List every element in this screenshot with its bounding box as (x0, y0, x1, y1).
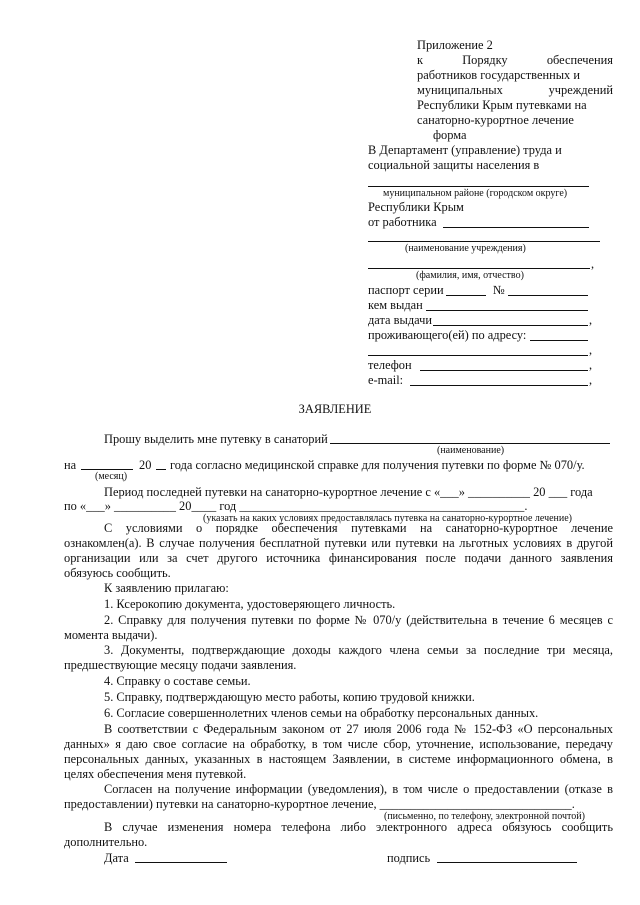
appendix-line-2: работников государственных и (417, 68, 580, 82)
change-line-1: В случае изменения номера телефона либо электронного адреса обязуюсь сообщить (104, 820, 613, 834)
signature-field[interactable] (437, 862, 577, 863)
on-label: на (64, 458, 77, 472)
employee-field-line[interactable] (443, 227, 589, 228)
attachment-item-5: 5. Справку, подтверждающую место работы, копию трудовой книжки. (104, 690, 475, 704)
month-caption: (месяц) (95, 471, 128, 482)
signature-label: подпись (387, 851, 431, 865)
date-label: Дата (104, 851, 129, 865)
residing-label: проживающего(ей) по адресу: (368, 328, 527, 342)
word: порядке (215, 521, 258, 535)
appendix-line-4: Республики Крым путевками на (417, 98, 587, 112)
attachment-item-3-cont: предшествующие месяцу подачи заявления. (64, 658, 297, 672)
method-caption: (письменно, по телефону, электронной почтой) (384, 811, 585, 822)
attachment-item-2: 2. Справку для получения путевки по форме № 070/у (действительна в течение 6 месяцев с (104, 613, 613, 627)
consent-line-4: целях обеспечения меня путевкой. (64, 767, 247, 781)
word: учреждений (548, 83, 613, 97)
word: обеспечения (546, 53, 613, 67)
address-field-2[interactable] (368, 355, 588, 356)
fio-comma: , (591, 257, 595, 271)
agreement-line-1 (104, 521, 613, 536)
date-field[interactable] (135, 862, 227, 863)
fio-caption: (фамилия, имя, отчество) (416, 270, 524, 281)
word: путевками (351, 521, 407, 535)
issue-date-label: дата выдачи (368, 313, 432, 327)
inform-line-1: Согласен на получение информации (уведомления), в том числе о предоставлении (отказе в (104, 782, 613, 796)
district-caption: муниципальном районе (городском округе) (383, 188, 568, 199)
word: обеспечения (271, 521, 338, 535)
year-prefix: 20 (139, 458, 152, 472)
word: условиями (125, 521, 183, 535)
appendix-line-1 (417, 53, 613, 68)
agreement-line-3: организации или за счет другого источника финансирования после подачи данного заявления (64, 551, 613, 565)
email-comma: , (589, 373, 593, 387)
passport-number-field[interactable] (508, 295, 588, 296)
request-text: Прошу выделить мне путевку в санаторий (104, 432, 328, 446)
word: о (196, 521, 203, 535)
phone-label: телефон (368, 358, 412, 372)
consent-line-2: данных» я даю свое согласие на обработку, в том числе сбор, уточнение, использование, передачу (64, 737, 613, 751)
word: санаторно-курортное (445, 521, 558, 535)
passport-series-field[interactable] (446, 295, 486, 296)
word: муниципальных (417, 83, 503, 97)
department-line-2: социальной защиты населения в (368, 158, 540, 172)
consent-line-1: В соответствии с Федеральным законом от 27 июля 2006 года № 152-ФЗ «О персональных (104, 722, 613, 736)
issue-date-comma: , (589, 313, 593, 327)
consent-line-3: персональных данных, указанных в настоящем Заявлении, в системе информационного обмена, в (64, 752, 613, 766)
agreement-line-2: ознакомлен(а). В случае получения бесплатной путевки или путевки на льготных условиях в другой (64, 536, 613, 550)
word: на (420, 521, 433, 535)
last-voucher-period: Период последней путевки на санаторно-курортное лечение с «___» __________ 20 ___ года (104, 485, 593, 499)
document-title: ЗАЯВЛЕНИЕ (298, 402, 372, 416)
year-field[interactable] (156, 469, 166, 470)
from-employee-label: от работника (368, 215, 437, 229)
form-label: форма (433, 128, 467, 142)
word: Порядку (462, 53, 508, 67)
issued-by-field[interactable] (426, 310, 588, 311)
address-field-1[interactable] (530, 340, 588, 341)
passport-number-label: № (493, 283, 505, 297)
appendix-title: Приложение 2 (417, 38, 493, 52)
agreement-line-4: обязуюсь сообщить. (64, 566, 171, 580)
change-line-2: дополнительно. (64, 835, 148, 849)
fio-field-line[interactable] (368, 268, 590, 269)
appendix-line-3 (417, 83, 613, 98)
attachment-item-2-cont: момента выдачи). (64, 628, 158, 642)
email-label: e-mail: (368, 373, 404, 387)
organization-caption: (наименование учреждения) (405, 243, 526, 254)
last-voucher-period-end: по «___» __________ 20____ год ______________________________________________. (64, 499, 528, 513)
attachment-item-4: 4. Справку о составе семьи. (104, 674, 251, 688)
attachment-item-1: 1. Ксерокопию документа, удостоверяющего личность. (104, 597, 396, 611)
republic-label: Республики Крым (368, 200, 464, 214)
phone-comma: , (589, 358, 593, 372)
conditions-caption: (указать на каких условиях предоставлялась путевка на санаторно-курортное лечение) (203, 513, 573, 524)
sanatorium-name-field[interactable] (330, 443, 610, 444)
word: к (417, 53, 424, 67)
request-tail: года согласно медицинской справке для получения путевки по форме № 070/у. (170, 458, 585, 472)
attachments-heading: К заявлению прилагаю: (104, 581, 229, 595)
word: С (104, 521, 113, 535)
phone-field[interactable] (420, 370, 588, 371)
email-field[interactable] (410, 385, 588, 386)
issued-by-label: кем выдан (368, 298, 423, 312)
passport-series-label: паспорт серии (368, 283, 444, 297)
attachment-item-3: 3. Документы, подтверждающие доходы каждого члена семьи за последние три месяца, (104, 643, 613, 657)
address-comma: , (589, 343, 593, 357)
sanatorium-name-caption: (наименование) (437, 445, 505, 456)
issue-date-field[interactable] (433, 325, 588, 326)
organization-field-line[interactable] (368, 241, 600, 242)
month-field[interactable] (81, 469, 133, 470)
department-line-1: В Департамент (управление) труда и (368, 143, 562, 157)
appendix-line-5: санаторно-курортное лечение (417, 113, 574, 127)
district-field-line[interactable] (368, 186, 589, 187)
inform-line-2: предоставлении) путевки на санаторно-курортное лечение, _______________________________. (64, 797, 575, 811)
word: лечение (571, 521, 613, 535)
attachment-item-6: 6. Согласие совершеннолетних членов семьи на обработку персональных данных. (104, 706, 539, 720)
